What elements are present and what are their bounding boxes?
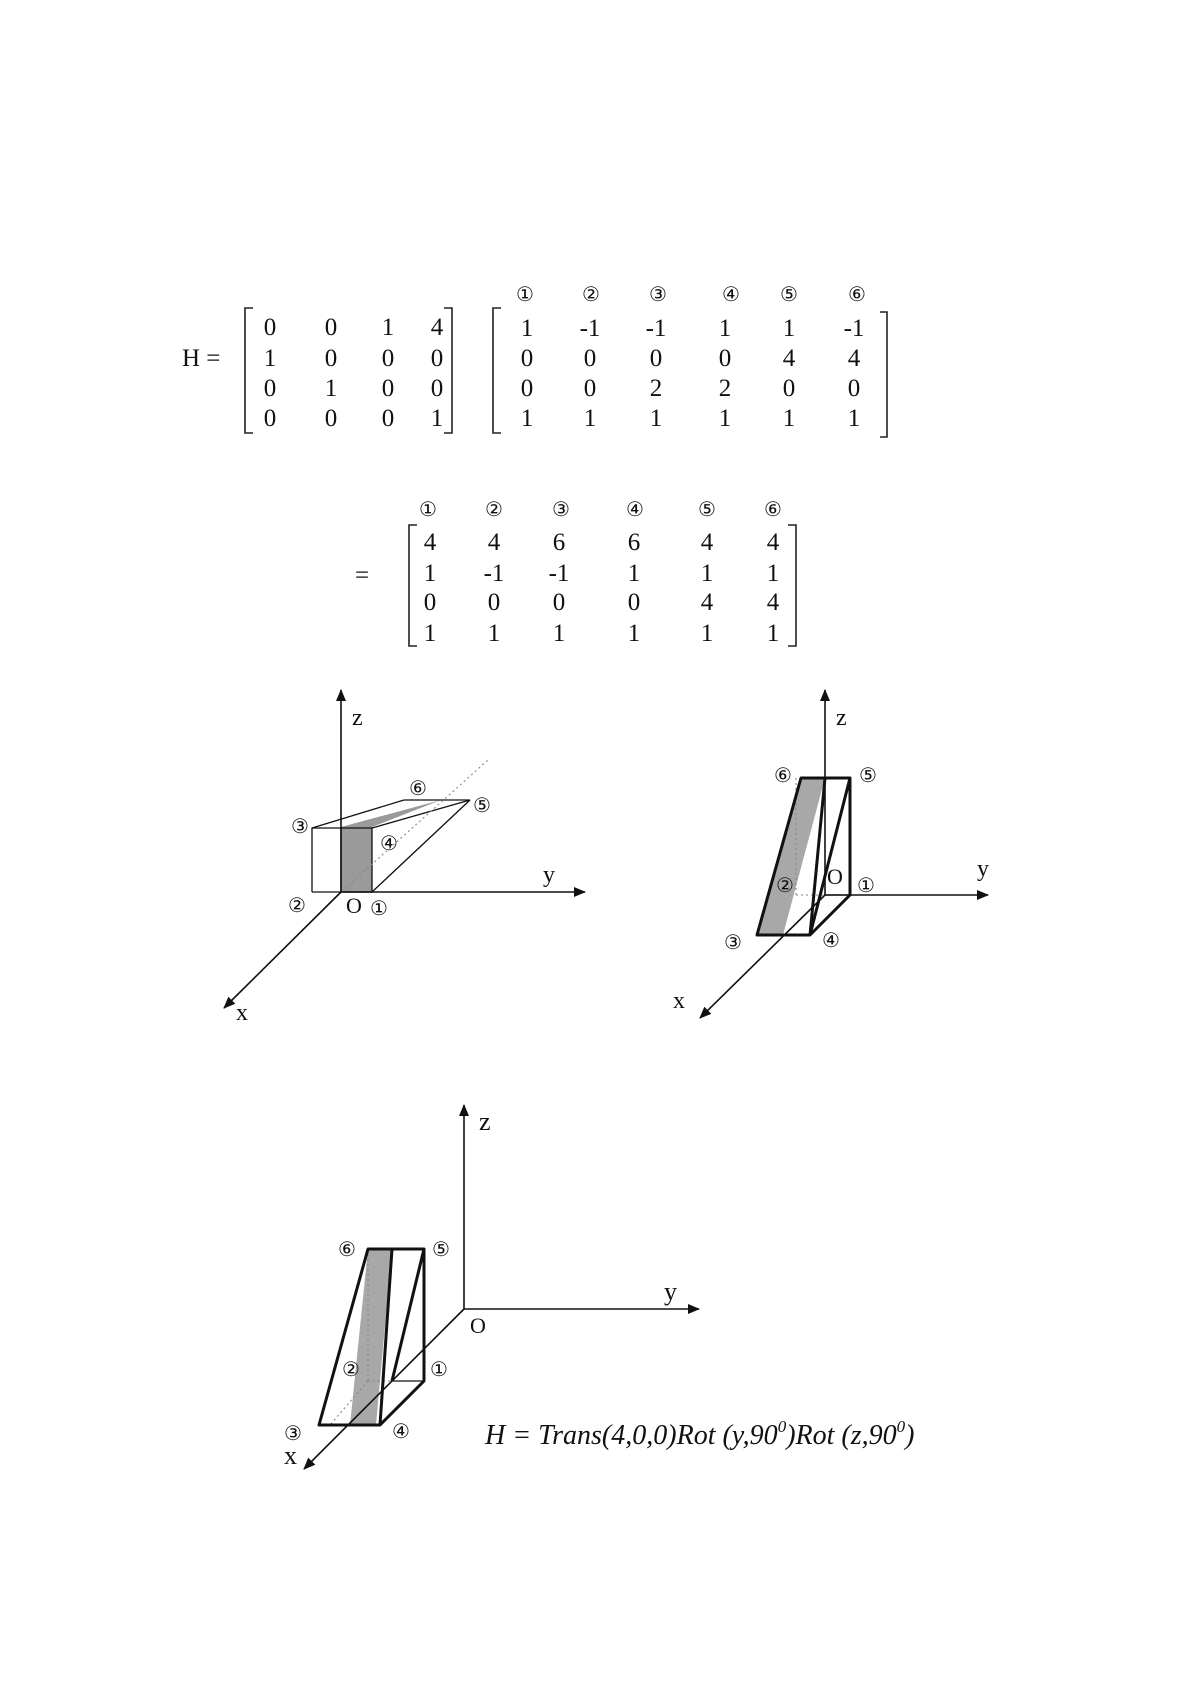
figure-1-x-label: x bbox=[236, 1000, 248, 1026]
matrix-result-cell: 1 bbox=[766, 620, 780, 647]
equation-1-point-headers bbox=[516, 282, 866, 306]
matrix-result-cell: 1 bbox=[700, 620, 714, 647]
matrix-result-cell: 1 bbox=[423, 620, 437, 647]
matrix-points-cell: 0 bbox=[583, 345, 597, 372]
matrix-result-cell: 4 bbox=[700, 529, 714, 556]
figure-1-origin-label: O bbox=[346, 893, 362, 918]
figure-2-point-1: ① bbox=[857, 873, 875, 897]
matrix-points-cell: 1 bbox=[782, 405, 796, 432]
figure-3-z-label: z bbox=[479, 1107, 491, 1136]
matrix-points-cell: 4 bbox=[782, 345, 796, 372]
matrix-h-cell: 1 bbox=[263, 345, 277, 372]
result-header-5: ⑤ bbox=[698, 497, 716, 521]
figure-1-point-5: ⑤ bbox=[473, 793, 491, 817]
figure-1-point-6: ⑥ bbox=[409, 776, 427, 800]
figure-2-point-6: ⑥ bbox=[774, 763, 792, 787]
figure-3-point-4: ④ bbox=[392, 1419, 410, 1443]
matrix-h-cell: 0 bbox=[263, 375, 277, 402]
matrix-points-cell: -1 bbox=[579, 315, 601, 342]
matrix-points-cell: -1 bbox=[645, 315, 667, 342]
matrix-h bbox=[264, 314, 444, 432]
formula-sup-2: 0 bbox=[896, 1417, 906, 1436]
matrix-points-cell: 0 bbox=[520, 375, 534, 402]
matrix-result-cell: 1 bbox=[487, 620, 501, 647]
formula-sup-1: 0 bbox=[777, 1417, 787, 1436]
matrix-result-cell: 0 bbox=[423, 589, 437, 616]
point-header-6: ⑥ bbox=[848, 282, 866, 306]
point-header-2: ② bbox=[582, 282, 600, 306]
matrix-points-cell: 0 bbox=[847, 375, 861, 402]
figure-2-point-3: ③ bbox=[724, 930, 742, 954]
matrix-points-cell: 1 bbox=[718, 405, 732, 432]
transformation-formula bbox=[484, 1417, 914, 1451]
figure-1-point-3: ③ bbox=[291, 814, 309, 838]
equation-2-point-headers bbox=[419, 497, 782, 521]
result-header-2: ② bbox=[485, 497, 503, 521]
matrix-result-cell: 4 bbox=[700, 589, 714, 616]
matrix-h-cell: 0 bbox=[430, 345, 444, 372]
equation-1 bbox=[182, 282, 887, 437]
result-header-3: ③ bbox=[552, 497, 570, 521]
figure-1-point-1: ① bbox=[370, 896, 388, 920]
matrix-points-cell: 2 bbox=[718, 375, 732, 402]
matrix-points-cell: 1 bbox=[520, 405, 534, 432]
matrix-points bbox=[521, 315, 865, 432]
matrix-h-cell: 0 bbox=[324, 345, 338, 372]
matrix-result-cell: 1 bbox=[700, 560, 714, 587]
formula-end: ) bbox=[905, 1420, 915, 1451]
figure-1-point-2: ② bbox=[288, 893, 306, 917]
matrix-points-cell: 2 bbox=[649, 375, 663, 402]
matrix-result-cell: 1 bbox=[423, 560, 437, 587]
equation-1-lhs: H = bbox=[182, 345, 221, 372]
matrix-h-cell: 4 bbox=[430, 314, 444, 341]
matrix-points-right-bracket bbox=[880, 312, 887, 437]
figure-1-point-4: ④ bbox=[380, 831, 398, 855]
matrix-h-cell: 0 bbox=[381, 405, 395, 432]
matrix-result-left-bracket bbox=[409, 525, 417, 646]
figure-2-point-4: ④ bbox=[822, 928, 840, 952]
matrix-h-cell: 0 bbox=[430, 375, 444, 402]
matrix-points-left-bracket bbox=[493, 308, 501, 433]
matrix-points-cell: 0 bbox=[649, 345, 663, 372]
matrix-result bbox=[424, 529, 780, 647]
matrix-points-cell: 1 bbox=[583, 405, 597, 432]
matrix-result-cell: 4 bbox=[423, 529, 437, 556]
matrix-result-cell: 4 bbox=[766, 589, 780, 616]
figure-2-origin-label: O bbox=[827, 864, 843, 889]
matrix-points-cell: 1 bbox=[782, 315, 796, 342]
matrix-h-cell: 0 bbox=[263, 405, 277, 432]
matrix-h-cell: 0 bbox=[324, 314, 338, 341]
figure-2-z-label: z bbox=[836, 705, 847, 731]
figure-3-point-3: ③ bbox=[284, 1421, 302, 1445]
equation-2-lhs: = bbox=[355, 562, 370, 589]
equation-2 bbox=[355, 497, 796, 647]
figure-1-shaded-face bbox=[341, 827, 372, 892]
figure-3-point-2: ② bbox=[342, 1357, 360, 1381]
matrix-points-cell: 1 bbox=[649, 405, 663, 432]
matrix-h-cell: 0 bbox=[381, 345, 395, 372]
figure-2-y-label: y bbox=[977, 856, 989, 882]
figure-3-point-6: ⑥ bbox=[338, 1237, 356, 1261]
point-header-5: ⑤ bbox=[780, 282, 798, 306]
matrix-result-cell: 6 bbox=[552, 529, 566, 556]
point-header-1: ① bbox=[516, 282, 534, 306]
formula-mid: )Rot (z,90 bbox=[786, 1420, 897, 1451]
matrix-result-cell: 0 bbox=[627, 589, 641, 616]
matrix-h-cell: 1 bbox=[324, 375, 338, 402]
matrix-result-cell: 4 bbox=[766, 529, 780, 556]
matrix-h-cell: 1 bbox=[381, 314, 395, 341]
matrix-result-cell: 1 bbox=[766, 560, 780, 587]
matrix-points-cell: 1 bbox=[520, 315, 534, 342]
point-header-3: ③ bbox=[649, 282, 667, 306]
matrix-result-cell: 1 bbox=[627, 560, 641, 587]
matrix-result-cell: 0 bbox=[552, 589, 566, 616]
figure-3 bbox=[284, 1105, 914, 1470]
matrix-result-cell: -1 bbox=[483, 560, 505, 587]
figure-2 bbox=[673, 690, 989, 1018]
matrix-h-left-bracket bbox=[245, 308, 253, 433]
matrix-points-cell: 1 bbox=[847, 405, 861, 432]
matrix-points-cell: 4 bbox=[847, 345, 861, 372]
matrix-points-cell: 0 bbox=[718, 345, 732, 372]
figure-3-origin-label: O bbox=[470, 1313, 486, 1338]
matrix-result-cell: 0 bbox=[487, 589, 501, 616]
figure-2-x-label: x bbox=[673, 988, 685, 1014]
matrix-points-cell: 0 bbox=[782, 375, 796, 402]
figure-1-y-label: y bbox=[543, 862, 555, 888]
matrix-result-cell: 1 bbox=[627, 620, 641, 647]
matrix-h-cell: 0 bbox=[263, 314, 277, 341]
matrix-h-right-bracket bbox=[444, 308, 452, 433]
matrix-result-cell: 6 bbox=[627, 529, 641, 556]
figure-1-x-axis bbox=[224, 892, 341, 1008]
matrix-points-cell: 1 bbox=[718, 315, 732, 342]
matrix-points-cell: -1 bbox=[843, 315, 865, 342]
figure-2-point-5: ⑤ bbox=[859, 763, 877, 787]
figure-2-point-2: ② bbox=[776, 873, 794, 897]
formula-main: H = Trans(4,0,0)Rot (y,90 bbox=[485, 1420, 778, 1451]
result-header-1: ① bbox=[419, 497, 437, 521]
matrix-result-cell: 4 bbox=[487, 529, 501, 556]
figure-3-inner-edge bbox=[392, 1249, 424, 1381]
matrix-h-cell: 0 bbox=[381, 375, 395, 402]
point-header-4: ④ bbox=[722, 282, 740, 306]
matrix-points-cell: 0 bbox=[520, 345, 534, 372]
matrix-result-cell: -1 bbox=[548, 560, 570, 587]
matrix-points-cell: 0 bbox=[583, 375, 597, 402]
figure-3-x-label: x bbox=[284, 1441, 297, 1470]
figure-1-z-label: z bbox=[352, 705, 363, 731]
figure-3-y-label: y bbox=[664, 1277, 677, 1306]
matrix-result-cell: 1 bbox=[552, 620, 566, 647]
figure-3-point-1: ① bbox=[430, 1357, 448, 1381]
result-header-4: ④ bbox=[626, 497, 644, 521]
matrix-h-cell: 1 bbox=[430, 405, 444, 432]
figure-3-point-5: ⑤ bbox=[432, 1237, 450, 1261]
result-header-6: ⑥ bbox=[764, 497, 782, 521]
matrix-result-right-bracket bbox=[788, 525, 796, 646]
figure-1 bbox=[224, 690, 585, 1026]
matrix-h-cell: 0 bbox=[324, 405, 338, 432]
